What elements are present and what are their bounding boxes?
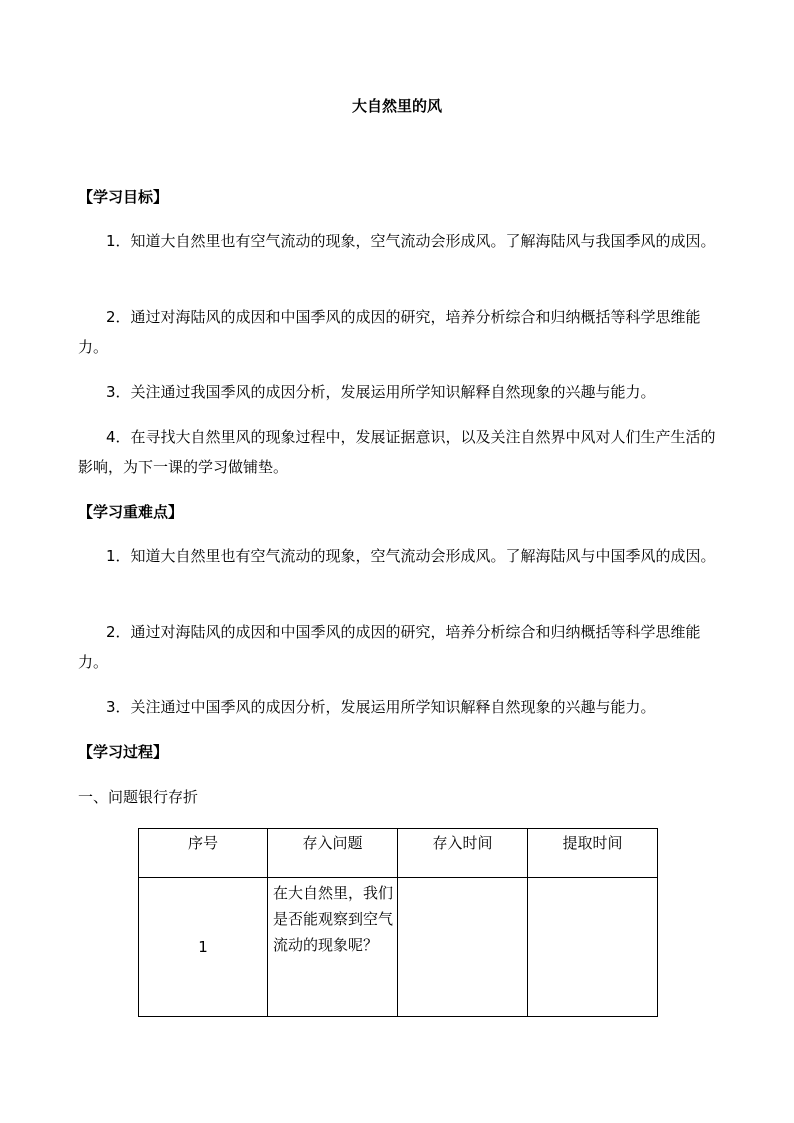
goal-item-4: 4．在寻找大自然里风的现象过程中，发展证据意识，以及关注自然界中风对人们生产生活的影响，为下一课的学习做铺垫。 [78,428,716,476]
process-heading: 【学习过程】 [78,743,169,761]
question-bank-table [138,828,658,1017]
header-cell-withdraw-time: 提取时间 [528,829,658,878]
goal-item-2: 2．通过对海陆风的成因和中国季风的成因的研究，培养分析综合和归纳概括等科学思维能力。 [78,308,701,356]
section-question-bank: 一、问题银行存折 [78,788,199,806]
cell-withdraw-time [528,878,658,1017]
header-cell-deposit-time: 存入时间 [398,829,528,878]
cell-number: 1 [139,878,268,1017]
goals-heading: 【学习目标】 [78,188,169,206]
table-row [139,878,658,1017]
key-point-item-3: 3．关注通过中国季风的成因分析，发展运用所学知识解释自然现象的兴趣与能力。 [106,698,656,716]
goal-item-3: 3．关注通过我国季风的成因分析，发展运用所学知识解释自然现象的兴趣与能力。 [106,383,656,401]
header-cell-question: 存入问题 [268,829,398,878]
key-point-item-1: 1．知道大自然里也有空气流动的现象，空气流动会形成风。了解海陆风与中国季风的成因。 [106,547,716,565]
goal-item-1: 1．知道大自然里也有空气流动的现象，空气流动会形成风。了解海陆风与我国季风的成因。 [106,232,716,250]
cell-question: 在大自然里，我们是否能观察到空气流动的现象呢？ [268,878,398,1017]
header-cell-number: 序号 [139,829,268,878]
table-header-row [139,829,658,878]
key-points-heading: 【学习重难点】 [78,503,184,521]
cell-deposit-time [398,878,528,1017]
document-title: 大自然里的风 [351,97,442,115]
key-point-item-2: 2．通过对海陆风的成因和中国季风的成因的研究，培养分析综合和归纳概括等科学思维能力。 [78,623,701,671]
